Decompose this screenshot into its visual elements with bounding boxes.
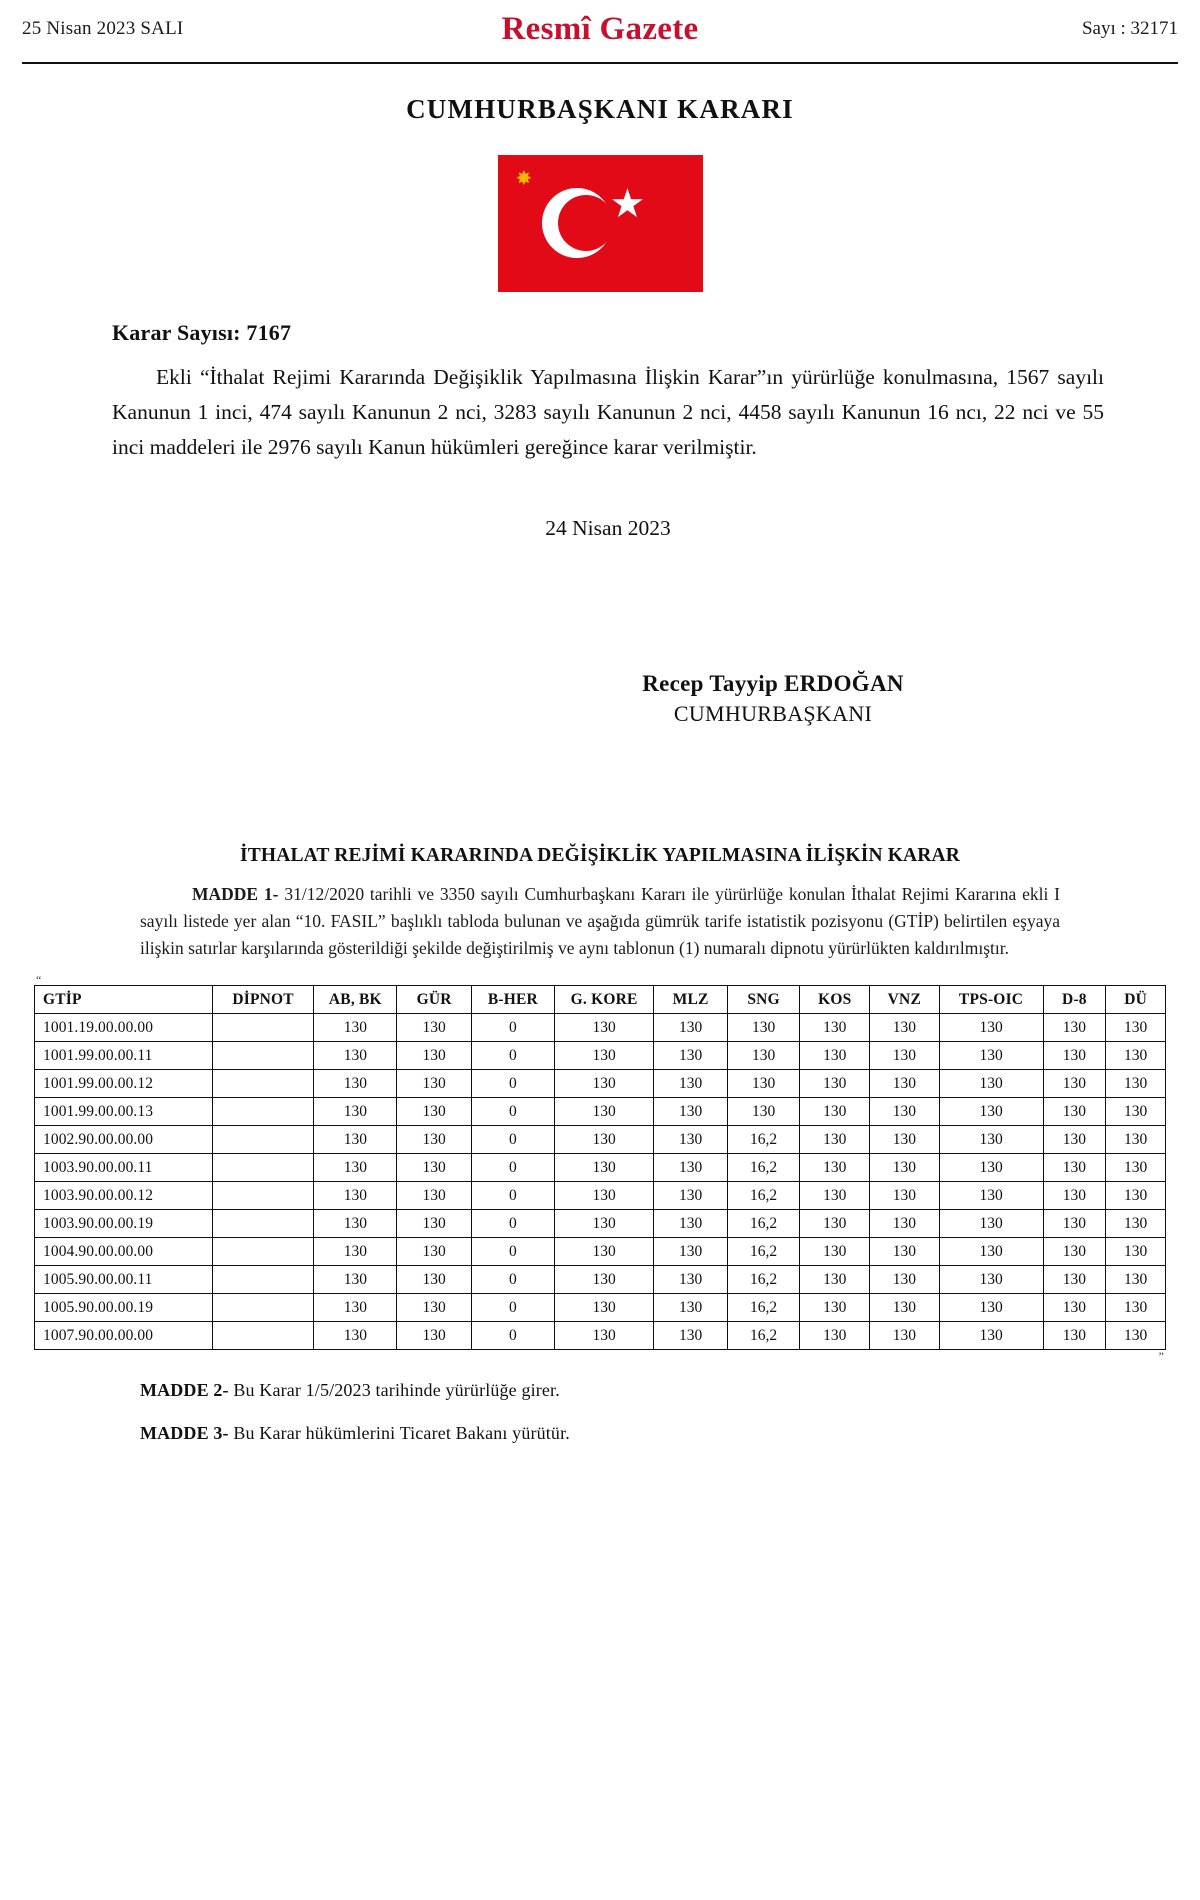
cell-value: 130 xyxy=(1106,1098,1166,1126)
cell-value: 16,2 xyxy=(727,1210,800,1238)
cell-value: 130 xyxy=(654,1126,727,1154)
cell-value: 130 xyxy=(1043,1154,1106,1182)
cell-value: 130 xyxy=(654,1210,727,1238)
cell-value: 0 xyxy=(472,1154,555,1182)
decree-heading: CUMHURBAŞKANI KARARI xyxy=(406,94,794,124)
cell-value: 130 xyxy=(1106,1042,1166,1070)
cell-value: 130 xyxy=(870,1126,940,1154)
table-header xyxy=(35,986,1166,1014)
cell-value: 130 xyxy=(870,1098,940,1126)
cell-value: 130 xyxy=(314,1322,397,1350)
cell-value: 130 xyxy=(939,1042,1043,1070)
cell-value: 130 xyxy=(314,1266,397,1294)
cell-value: 130 xyxy=(800,1238,870,1266)
table-header-row xyxy=(35,986,1166,1014)
cell-value: 130 xyxy=(1106,1294,1166,1322)
cell-value: 130 xyxy=(554,1210,654,1238)
decision-number: Karar Sayısı: 7167 xyxy=(112,320,292,345)
cell-value: 130 xyxy=(314,1210,397,1238)
cell-value: 130 xyxy=(554,1042,654,1070)
cell-value: 130 xyxy=(554,1294,654,1322)
cell-value xyxy=(212,1154,314,1182)
cell-value: 130 xyxy=(1106,1154,1166,1182)
cell-value: 130 xyxy=(654,1294,727,1322)
decree-paragraph: Ekli “İthalat Rejimi Kararında Değişiklik Yapılmasına İlişkin Karar”ın yürürlüğe konulmasına, 1567 sayılı Kanunun 1 inci, 474 sayılı Kanunun 2 nci, 3283 sayılı Kanunun 2 nci, 4458 sayılı Kanunun 16 ncı, 22 nci ve 55 inci maddeleri ile 2976 sayılı Kanun hükümleri gereğince karar verilmiştir. xyxy=(112,365,1104,459)
cell-value: 130 xyxy=(554,1238,654,1266)
cell-value: 0 xyxy=(472,1098,555,1126)
cell-value: 130 xyxy=(800,1322,870,1350)
cell-value: 130 xyxy=(727,1014,800,1042)
cell-value: 130 xyxy=(1043,1210,1106,1238)
annex-section xyxy=(60,845,1140,961)
cell-value: 130 xyxy=(1043,1042,1106,1070)
cell-value: 130 xyxy=(1106,1266,1166,1294)
cell-value xyxy=(212,1266,314,1294)
column-header-gtip: GTİP xyxy=(35,986,213,1014)
table-row xyxy=(35,1070,1166,1098)
cell-value: 130 xyxy=(800,1294,870,1322)
cell-value: 130 xyxy=(554,1322,654,1350)
cell-value: 0 xyxy=(472,1042,555,1070)
cell-value: 130 xyxy=(870,1238,940,1266)
table-row xyxy=(35,1294,1166,1322)
masthead-title: Resmî Gazete xyxy=(501,10,699,47)
cell-value: 130 xyxy=(939,1266,1043,1294)
cell-gtip: 1005.90.00.00.19 xyxy=(35,1294,213,1322)
cell-value xyxy=(212,1098,314,1126)
column-header-mlz: MLZ xyxy=(654,986,727,1014)
cell-value: 130 xyxy=(800,1042,870,1070)
cell-value: 130 xyxy=(314,1238,397,1266)
cell-value: 0 xyxy=(472,1014,555,1042)
cell-value: 130 xyxy=(1106,1322,1166,1350)
cell-value xyxy=(212,1238,314,1266)
table-row xyxy=(35,1266,1166,1294)
cell-gtip: 1001.99.00.00.12 xyxy=(35,1070,213,1098)
cell-value: 16,2 xyxy=(727,1182,800,1210)
signature-block xyxy=(112,671,1104,727)
cell-value: 130 xyxy=(397,1322,472,1350)
column-header-dipnot: DİPNOT xyxy=(212,986,314,1014)
cell-value: 130 xyxy=(870,1266,940,1294)
cell-value xyxy=(212,1126,314,1154)
cell-value: 130 xyxy=(800,1070,870,1098)
masthead-issue: Sayı : 32171 xyxy=(1081,18,1178,39)
turkish-flag-icon xyxy=(498,155,703,292)
cell-value: 16,2 xyxy=(727,1322,800,1350)
cell-value: 130 xyxy=(939,1322,1043,1350)
cell-value: 130 xyxy=(1106,1126,1166,1154)
cell-value: 130 xyxy=(870,1294,940,1322)
cell-value: 130 xyxy=(397,1126,472,1154)
cell-value: 130 xyxy=(654,1322,727,1350)
cell-gtip: 1004.90.00.00.00 xyxy=(35,1238,213,1266)
cell-value: 16,2 xyxy=(727,1126,800,1154)
cell-value: 130 xyxy=(1043,1126,1106,1154)
gtip-table-container xyxy=(34,973,1166,1364)
table-row xyxy=(35,1238,1166,1266)
cell-value: 130 xyxy=(397,1070,472,1098)
cell-value: 130 xyxy=(800,1014,870,1042)
cell-value: 16,2 xyxy=(727,1238,800,1266)
cell-value: 130 xyxy=(397,1238,472,1266)
cell-value: 130 xyxy=(800,1126,870,1154)
cell-value: 130 xyxy=(654,1266,727,1294)
table-row xyxy=(35,1210,1166,1238)
column-header-gur: GÜR xyxy=(397,986,472,1014)
cell-value: 0 xyxy=(472,1210,555,1238)
cell-value: 130 xyxy=(727,1042,800,1070)
cell-value: 130 xyxy=(554,1266,654,1294)
cell-value: 130 xyxy=(397,1014,472,1042)
cell-value: 130 xyxy=(800,1182,870,1210)
cell-value: 130 xyxy=(800,1154,870,1182)
cell-value: 130 xyxy=(654,1042,727,1070)
cell-value: 130 xyxy=(1043,1238,1106,1266)
cell-value: 130 xyxy=(939,1098,1043,1126)
cell-value xyxy=(212,1294,314,1322)
cell-value: 0 xyxy=(472,1266,555,1294)
cell-value: 130 xyxy=(397,1042,472,1070)
cell-value: 130 xyxy=(654,1098,727,1126)
cell-value xyxy=(212,1210,314,1238)
cell-value: 130 xyxy=(939,1210,1043,1238)
cell-value: 130 xyxy=(554,1182,654,1210)
masthead xyxy=(22,0,1178,64)
cell-gtip: 1001.99.00.00.11 xyxy=(35,1042,213,1070)
column-header-ab-bk: AB, BK xyxy=(314,986,397,1014)
cell-value: 130 xyxy=(727,1070,800,1098)
crescent-inner-shape xyxy=(558,195,614,251)
column-header-du: DÜ xyxy=(1106,986,1166,1014)
cell-value: 0 xyxy=(472,1126,555,1154)
column-header-vnz: VNZ xyxy=(870,986,940,1014)
cell-value: 130 xyxy=(397,1210,472,1238)
madde-2-label: MADDE 2- xyxy=(140,1380,229,1401)
signer-role: CUMHURBAŞKANI xyxy=(673,701,873,727)
cell-value: 130 xyxy=(314,1070,397,1098)
cell-value: 0 xyxy=(472,1238,555,1266)
cell-value: 130 xyxy=(1043,1182,1106,1210)
cell-value: 130 xyxy=(314,1098,397,1126)
cell-value: 130 xyxy=(800,1266,870,1294)
cell-value: 130 xyxy=(554,1098,654,1126)
cell-value: 130 xyxy=(1043,1266,1106,1294)
cell-value: 130 xyxy=(397,1098,472,1126)
table-row xyxy=(35,1014,1166,1042)
signer-name: Recep Tayyip ERDOĞAN xyxy=(642,671,904,697)
column-header-d-8: D-8 xyxy=(1043,986,1106,1014)
cell-gtip: 1003.90.00.00.11 xyxy=(35,1154,213,1182)
cell-gtip: 1003.90.00.00.19 xyxy=(35,1210,213,1238)
cell-value: 130 xyxy=(397,1294,472,1322)
table-row xyxy=(35,1154,1166,1182)
cell-value: 0 xyxy=(472,1294,555,1322)
table-row xyxy=(35,1126,1166,1154)
cell-value: 130 xyxy=(314,1042,397,1070)
cell-value: 130 xyxy=(939,1182,1043,1210)
cell-value: 130 xyxy=(870,1014,940,1042)
cell-value: 130 xyxy=(939,1070,1043,1098)
decree-body xyxy=(112,320,1104,727)
cell-value: 130 xyxy=(554,1126,654,1154)
column-header-g-kore: G. KORE xyxy=(554,986,654,1014)
annex-title: İTHALAT REJİMİ KARARINDA DEĞİŞİKLİK YAPILMASINA İLİŞKİN KARAR xyxy=(240,845,960,867)
madde-1-text: 31/12/2020 tarihli ve 3350 sayılı Cumhurbaşkanı Kararı ile yürürlüğe konulan İthalat Rejimi Kararına ekli I sayılı listede yer alan “10. FASIL” başlıklı tabloda bulunan ve aşağıda gümrük tarife istatistik pozisyonu (GTİP) belirtilen eşyaya ilişkin satırlar karşılarında gösterildiği şekilde değiştirilmiş ve aynı tablonun (1) numaralı dipnotu yürürlükten kaldırılmıştır. xyxy=(140,884,1060,958)
cell-value: 16,2 xyxy=(727,1266,800,1294)
cell-value: 130 xyxy=(654,1154,727,1182)
cell-value: 130 xyxy=(554,1014,654,1042)
cell-value: 130 xyxy=(654,1238,727,1266)
cell-value: 130 xyxy=(939,1126,1043,1154)
cell-value: 130 xyxy=(554,1070,654,1098)
cell-value: 130 xyxy=(1106,1070,1166,1098)
sun-ray-icon: ✸ xyxy=(515,168,533,190)
cell-value: 0 xyxy=(472,1182,555,1210)
cell-value xyxy=(212,1042,314,1070)
madde-1-label: MADDE 1- xyxy=(192,884,279,905)
gtip-table xyxy=(34,985,1166,1350)
cell-value: 130 xyxy=(870,1182,940,1210)
cell-value: 130 xyxy=(654,1070,727,1098)
cell-gtip: 1007.90.00.00.00 xyxy=(35,1322,213,1350)
column-header-b-her: B-HER xyxy=(472,986,555,1014)
flag-container xyxy=(0,155,1200,292)
cell-gtip: 1001.99.00.00.13 xyxy=(35,1098,213,1126)
cell-value: 130 xyxy=(1043,1070,1106,1098)
cell-value: 130 xyxy=(1106,1014,1166,1042)
scan-mark-top-left: “ xyxy=(36,973,42,988)
cell-value: 130 xyxy=(939,1014,1043,1042)
cell-gtip: 1002.90.00.00.00 xyxy=(35,1126,213,1154)
cell-value xyxy=(212,1322,314,1350)
cell-value: 130 xyxy=(314,1294,397,1322)
table-row xyxy=(35,1042,1166,1070)
cell-value: 130 xyxy=(1106,1238,1166,1266)
table-body xyxy=(35,1014,1166,1350)
cell-value: 130 xyxy=(870,1042,940,1070)
cell-value: 130 xyxy=(1043,1098,1106,1126)
decree-date: 24 Nisan 2023 xyxy=(545,516,671,541)
cell-value: 16,2 xyxy=(727,1154,800,1182)
cell-gtip: 1001.19.00.00.00 xyxy=(35,1014,213,1042)
cell-value: 130 xyxy=(554,1154,654,1182)
cell-value: 130 xyxy=(1043,1014,1106,1042)
cell-value: 130 xyxy=(939,1238,1043,1266)
table-row xyxy=(35,1322,1166,1350)
madde-2-text: Bu Karar 1/5/2023 tarihinde yürürlüğe girer. xyxy=(228,1380,560,1401)
cell-value: 130 xyxy=(397,1182,472,1210)
cell-value: 130 xyxy=(654,1182,727,1210)
madde-3-label: MADDE 3- xyxy=(140,1423,229,1444)
cell-value: 130 xyxy=(1106,1210,1166,1238)
cell-value: 130 xyxy=(800,1098,870,1126)
column-header-sng: SNG xyxy=(727,986,800,1014)
cell-value xyxy=(212,1014,314,1042)
cell-value: 130 xyxy=(314,1126,397,1154)
cell-value: 0 xyxy=(472,1070,555,1098)
cell-value: 130 xyxy=(870,1210,940,1238)
cell-value xyxy=(212,1070,314,1098)
cell-value: 0 xyxy=(472,1322,555,1350)
cell-gtip: 1005.90.00.00.11 xyxy=(35,1266,213,1294)
cell-value: 130 xyxy=(314,1154,397,1182)
column-header-kos: KOS xyxy=(800,986,870,1014)
cell-value: 130 xyxy=(314,1014,397,1042)
annex-madde-3 xyxy=(140,1423,1200,1444)
cell-value: 130 xyxy=(939,1154,1043,1182)
annex-madde-2 xyxy=(140,1380,1200,1401)
cell-value: 130 xyxy=(1106,1182,1166,1210)
cell-value: 130 xyxy=(939,1294,1043,1322)
masthead-date: 25 Nisan 2023 SALI xyxy=(22,18,184,39)
madde-3-text: Bu Karar hükümlerini Ticaret Bakanı yürütür. xyxy=(228,1423,570,1444)
column-header-tps-oic: TPS-OIC xyxy=(939,986,1043,1014)
scan-mark-bottom-right: ” xyxy=(1158,1349,1164,1364)
table-row xyxy=(35,1182,1166,1210)
table-row xyxy=(35,1098,1166,1126)
cell-value: 130 xyxy=(654,1014,727,1042)
cell-value: 130 xyxy=(397,1266,472,1294)
cell-value: 130 xyxy=(870,1322,940,1350)
cell-value: 130 xyxy=(800,1210,870,1238)
cell-value xyxy=(212,1182,314,1210)
cell-value: 130 xyxy=(397,1154,472,1182)
cell-value: 130 xyxy=(1043,1322,1106,1350)
cell-gtip: 1003.90.00.00.12 xyxy=(35,1182,213,1210)
annex-madde-1 xyxy=(140,881,1060,961)
cell-value: 16,2 xyxy=(727,1294,800,1322)
cell-value: 130 xyxy=(1043,1294,1106,1322)
cell-value: 130 xyxy=(870,1154,940,1182)
cell-value: 130 xyxy=(870,1070,940,1098)
cell-value: 130 xyxy=(314,1182,397,1210)
cell-value: 130 xyxy=(727,1098,800,1126)
